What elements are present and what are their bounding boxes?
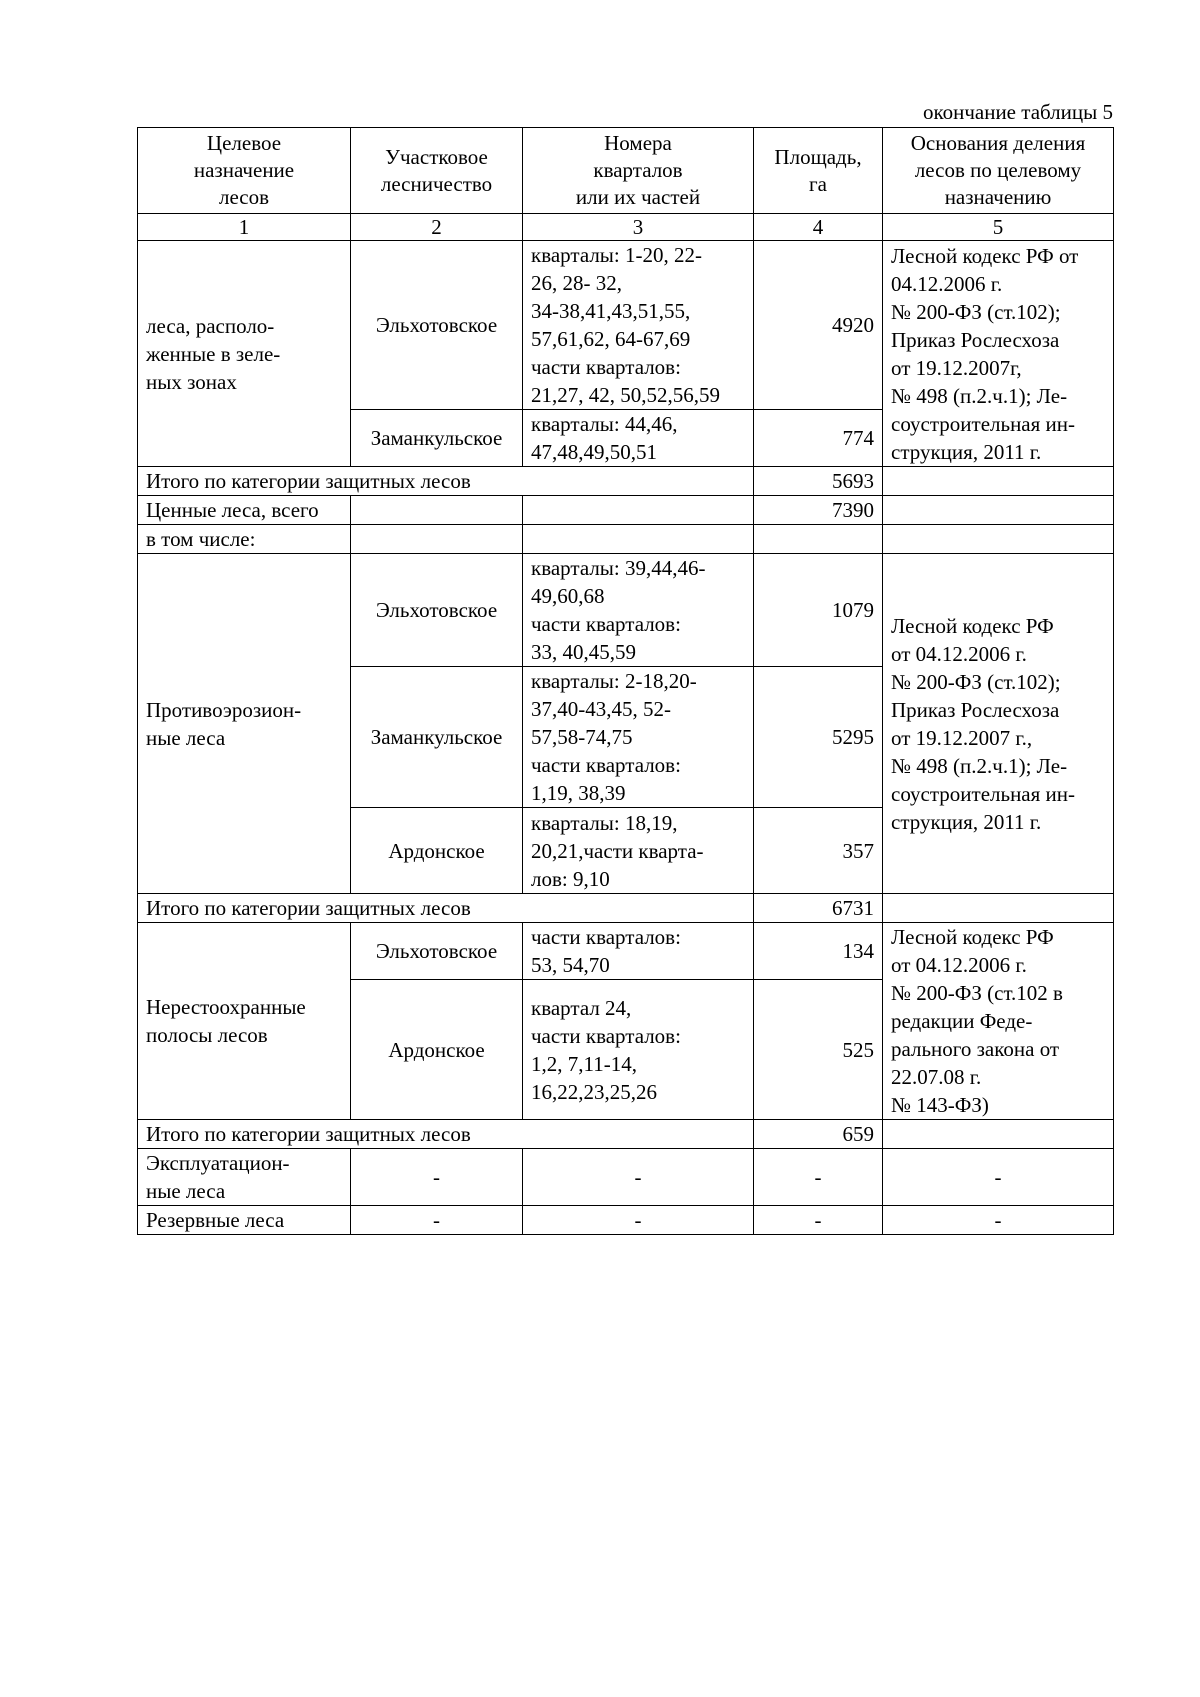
quarters-cell: кварталы: 18,19, 20,21,части кварта- лов: 9,10: [523, 808, 754, 894]
including-label: в том числе:: [138, 525, 351, 554]
empty-cell: [883, 525, 1114, 554]
total-label: Итого по категории защитных лесов: [138, 467, 754, 496]
area-cell: 4920: [754, 241, 883, 410]
dash-cell: -: [523, 1206, 754, 1235]
empty-cell: [523, 496, 754, 525]
empty-cell: [523, 525, 754, 554]
header-area: Площадь, га: [754, 128, 883, 214]
empty-cell: [883, 1120, 1114, 1149]
empty-cell: [351, 525, 523, 554]
total-area: 659: [754, 1120, 883, 1149]
empty-cell: [351, 496, 523, 525]
table-row: [138, 496, 1114, 525]
basis-cell: Лесной кодекс РФ от 04.12.2006 г. № 200-ФЗ (ст.102 в редакции Феде- рального закона от 22.07.08 г. № 143-ФЗ): [883, 923, 1114, 1120]
total-row: [138, 1120, 1114, 1149]
table-row: [138, 554, 1114, 667]
table-row: [138, 923, 1114, 980]
column-number: 5: [883, 214, 1114, 241]
dash-cell: -: [351, 1206, 523, 1235]
dash-cell: -: [883, 1206, 1114, 1235]
dash-cell: -: [883, 1149, 1114, 1206]
empty-cell: [883, 467, 1114, 496]
total-label: Итого по категории защитных лесов: [138, 1120, 754, 1149]
quarters-cell: части кварталов: 53, 54,70: [523, 923, 754, 980]
total-row: [138, 894, 1114, 923]
dash-cell: -: [351, 1149, 523, 1206]
table-row: [138, 1149, 1114, 1206]
basis-cell: Лесной кодекс РФ от 04.12.2006 г. № 200-ФЗ (ст.102); Приказ Рослесхоза от 19.12.2007г, № 498 (п.2.ч.1); Ле- соустроительная ин- струкция, 2011 г.: [883, 241, 1114, 467]
header-quarters: Номера кварталов или их частей: [523, 128, 754, 214]
header-basis: Основания деления лесов по целевому назначению: [883, 128, 1114, 214]
column-number: 4: [754, 214, 883, 241]
header-purpose: Целевое назначение лесов: [138, 128, 351, 214]
header-row: [138, 128, 1114, 214]
quarters-cell: кварталы: 44,46, 47,48,49,50,51: [523, 410, 754, 467]
table-caption: окончание таблицы 5: [922, 100, 1113, 124]
header-district: Участковое лесничество: [351, 128, 523, 214]
district-cell: Эльхотовское: [351, 241, 523, 410]
district-cell: Ардонское: [351, 980, 523, 1120]
total-row: [138, 467, 1114, 496]
column-number-row: [138, 214, 1114, 241]
column-number: 3: [523, 214, 754, 241]
dash-cell: -: [754, 1206, 883, 1235]
area-cell: 5295: [754, 667, 883, 808]
table-row: [138, 525, 1114, 554]
quarters-cell: кварталы: 39,44,46- 49,60,68 части кварталов: 33, 40,45,59: [523, 554, 754, 667]
quarters-cell: кварталы: 2-18,20- 37,40-43,45, 52- 57,58-74,75 части кварталов: 1,19, 38,39: [523, 667, 754, 808]
area-cell: 774: [754, 410, 883, 467]
forest-purpose-table: [137, 127, 1114, 1235]
total-label: Итого по категории защитных лесов: [138, 894, 754, 923]
empty-cell: [883, 496, 1114, 525]
category-cell: леса, располо- женные в зеле- ных зонах: [138, 241, 351, 467]
quarters-cell: квартал 24, части кварталов: 1,2, 7,11-14, 16,22,23,25,26: [523, 980, 754, 1120]
column-number: 1: [138, 214, 351, 241]
area-cell: 1079: [754, 554, 883, 667]
empty-cell: [883, 894, 1114, 923]
valuable-label: Ценные леса, всего: [138, 496, 351, 525]
valuable-area: 7390: [754, 496, 883, 525]
dash-cell: -: [523, 1149, 754, 1206]
dash-cell: -: [754, 1149, 883, 1206]
area-cell: 525: [754, 980, 883, 1120]
area-cell: 357: [754, 808, 883, 894]
district-cell: Эльхотовское: [351, 923, 523, 980]
total-area: 5693: [754, 467, 883, 496]
basis-cell: Лесной кодекс РФ от 04.12.2006 г. № 200-ФЗ (ст.102); Приказ Рослесхоза от 19.12.2007 г., № 498 (п.2.ч.1); Ле- соустроительная ин- струкция, 2011 г.: [883, 554, 1114, 894]
district-cell: Эльхотовское: [351, 554, 523, 667]
area-cell: 134: [754, 923, 883, 980]
category-cell: Нерестоохранные полосы лесов: [138, 923, 351, 1120]
total-area: 6731: [754, 894, 883, 923]
category-cell: Противоэрозион- ные леса: [138, 554, 351, 894]
district-cell: Заманкульское: [351, 410, 523, 467]
district-cell: Ардонское: [351, 808, 523, 894]
reserve-label: Резервные леса: [138, 1206, 351, 1235]
empty-cell: [754, 525, 883, 554]
table-row: [138, 1206, 1114, 1235]
table-row: [138, 241, 1114, 410]
column-number: 2: [351, 214, 523, 241]
quarters-cell: кварталы: 1-20, 22- 26, 28- 32, 34-38,41,43,51,55, 57,61,62, 64-67,69 части кварталов: 21,27, 42, 50,52,56,59: [523, 241, 754, 410]
exploitation-label: Эксплуатацион- ные леса: [138, 1149, 351, 1206]
district-cell: Заманкульское: [351, 667, 523, 808]
